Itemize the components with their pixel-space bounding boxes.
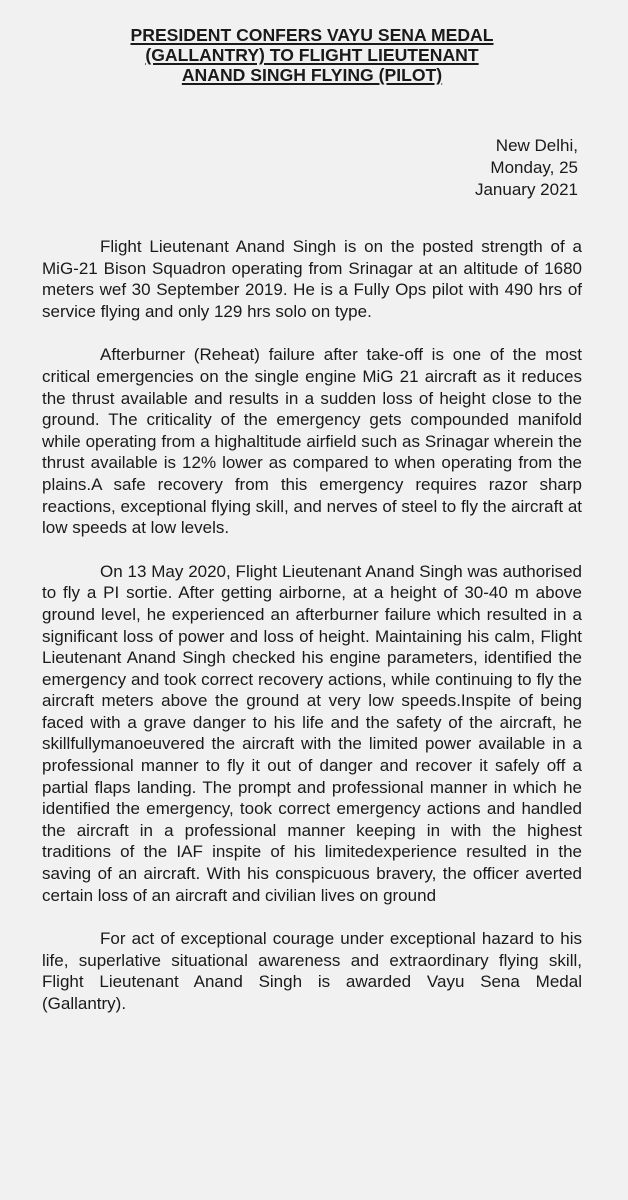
title-line-3: ANAND SINGH FLYING (PILOT): [181, 65, 443, 85]
paragraph-4: For act of exceptional courage under exceptional hazard to his life, superlative situational awareness and extraordinary flying skill, Flight Lieutenant Anand Singh is awarded Vayu Sena Medal (Gallantry).: [42, 929, 582, 1013]
title-line-1: PRESIDENT CONFERS VAYU SENA MEDAL: [130, 25, 494, 45]
paragraph-1: Flight Lieutenant Anand Singh is on the posted strength of a MiG-21 Bison Squadron operating from Srinagar at an altitude of 1680 meters wef 30 September 2019. He is a Fully Ops pilot with 490 hrs of service flying and only 129 hrs solo on type.: [42, 237, 582, 321]
page-title: [97, 25, 527, 85]
title-line-2: (GALLANTRY) TO FLIGHT LIEUTENANT: [145, 45, 479, 65]
dateline-date: January 2021: [474, 180, 578, 199]
dateline-place: New Delhi,: [495, 136, 578, 155]
dateline: [42, 135, 582, 201]
dateline-day: Monday, 25: [490, 158, 578, 177]
paragraph-2: Afterburner (Reheat) failure after take-off is one of the most critical emergencies on the single engine MiG 21 aircraft as it reduces the thrust available and results in a sudden loss of height close to the ground. The criticality of the emergency gets compounded manifold while operating from a highaltitude airfield such as Srinagar wherein the thrust available is 12% lower as compared to when operating from the plains.A safe recovery from this emergency requires razor sharp reactions, exceptional flying skill, and nerves of steel to fly the aircraft at low speeds at low levels.: [42, 345, 582, 538]
paragraph-3: On 13 May 2020, Flight Lieutenant Anand Singh was authorised to fly a PI sortie. After getting airborne, at a height of 30-40 m above ground level, he experienced an afterburner failure which resulted in a significant loss of power and loss of height. Maintaining his calm, Flight Lieutenant Anand Singh checked his engine parameters, identified the emergency and took correct recovery actions, while continuing to fly the aircraft meters above the ground at very low speeds.Inspite of being faced with a grave danger to his life and the safety of the aircraft, he skillfullymanoeuvered the aircraft with the limited power available in a professional manner to fly it out of danger and recover it safely off a partial flaps landing. The prompt and professional manner in which he identified the emergency, took correct emergency actions and handled the aircraft in a professional manner keeping in with the highest traditions of the IAF inspite of his limitedexperience resulted in the saving of an aircraft. With his conspicuous bravery, the officer averted certain loss of an aircraft and civilian lives on ground: [42, 561, 582, 905]
